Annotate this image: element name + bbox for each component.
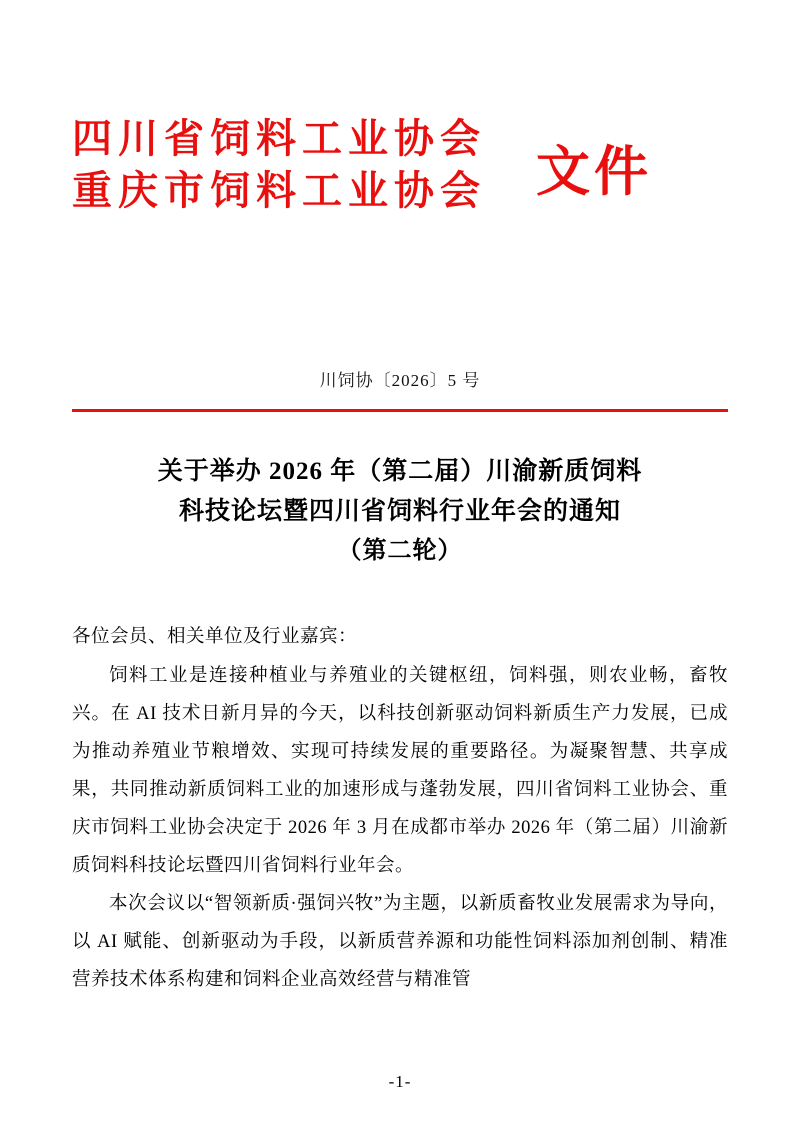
- document-title: [72, 452, 728, 570]
- document-number: 川饲协〔2026〕5 号: [319, 371, 481, 390]
- document-word-label: 文件: [536, 142, 652, 202]
- body-paragraph-1: 饲料工业是连接种植业与养殖业的关键枢纽，饲料强，则农业畅，畜牧兴。在 AI 技术日新月异的今天，以科技创新驱动饲料新质生产力发展，已成为推动养殖业节粮增效、实现可持续发展的重要路径。为凝聚智慧、共享成果，共同推动新质饲料工业的加速形成与蓬勃发展，四川省饲料工业协会、重庆市饲料工业协会决定于 2026 年 3 月在成都市举办 2026 年（第二届）川渝新质饲料科技论坛暨四川省饲料行业年会。: [72, 665, 728, 877]
- body-paragraph-2: 本次会议以“智领新质·强饲兴牧”为主题，以新质畜牧业发展需求为导向，以 AI 赋能、创新驱动为手段，以新质营养源和功能性饲料添加剂创制、精准营养技术体系构建和饲料企业高效经营与精准管: [72, 894, 728, 991]
- title-line-2: 科技论坛暨四川省饲料行业年会的通知: [178, 498, 621, 525]
- masthead: [72, 0, 728, 278]
- title-line-1: 关于举办 2026 年（第二届）川渝新质饲料: [157, 458, 643, 485]
- organization-name-line-1: 四川省饲料工业协会: [72, 116, 486, 161]
- salutation: 各位会员、相关单位及行业嘉宾：: [72, 627, 358, 648]
- organization-name-line-2: 重庆市饲料工业协会: [72, 168, 486, 213]
- page-number: -1-: [388, 1072, 412, 1091]
- title-line-3: （第二轮）: [337, 538, 463, 564]
- document-body: [72, 618, 728, 999]
- red-divider-rule: [72, 409, 728, 412]
